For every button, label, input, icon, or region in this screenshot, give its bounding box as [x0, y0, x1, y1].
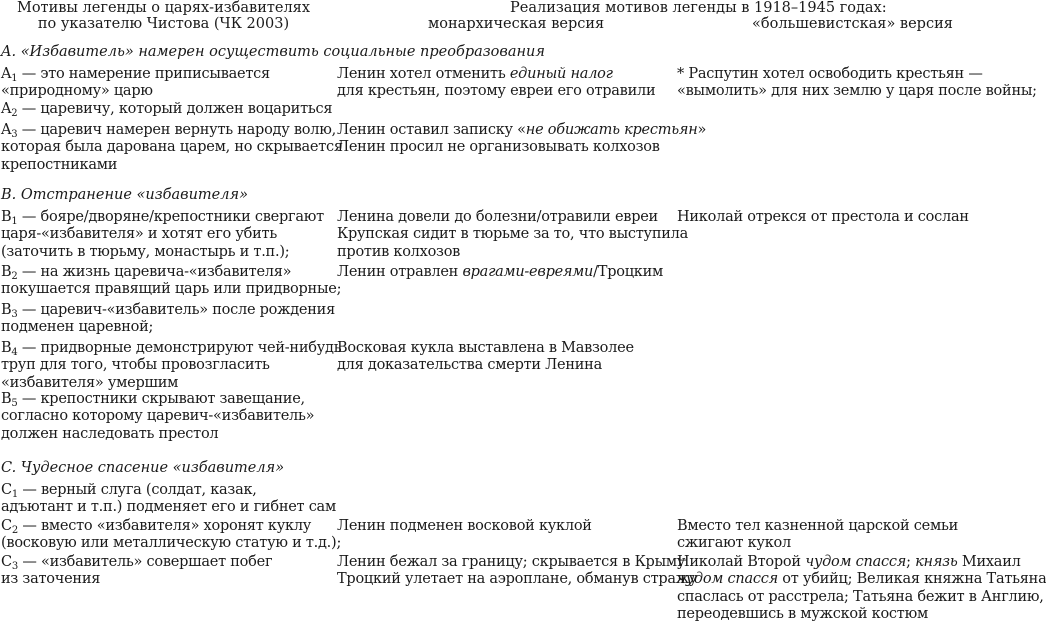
bolshevik-line: переодевшись в мужской костюм	[677, 605, 928, 622]
motif-text: — крепостники скрывают завещание,	[21, 391, 305, 407]
motif-cell	[1, 264, 342, 299]
motif-text: подменен царевной;	[1, 319, 154, 336]
monarchic-line: Ленина довели до болезни/отравили евреи	[337, 209, 658, 225]
motif-text: крепостниками	[1, 156, 118, 173]
motif-cell	[1, 122, 343, 174]
bolshevik-cell	[677, 209, 1000, 226]
monarchic-cell	[337, 518, 667, 535]
motif-cell	[1, 209, 326, 261]
monarchic-cell	[337, 209, 688, 261]
bolshevik-cell	[677, 66, 1037, 101]
motif-code: $B_4$	[1, 340, 18, 358]
motif-code: $B_5$	[1, 391, 18, 409]
section-title: C. Чудесное спасение «избавителя»	[1, 460, 285, 476]
monarchic-line: Восковая кукла выставлена в Мавзолее	[337, 340, 634, 356]
motif-code: $B_1$	[1, 209, 18, 227]
bolshevik-line: Николай отрекся от престола и сослан	[677, 209, 969, 225]
monarchic-cell	[337, 340, 667, 375]
bolshevik-line: «вымолить» для них землю у царя после войны;	[677, 83, 1037, 100]
monarchic-cell	[337, 554, 698, 589]
header-col-group: Реализация мотивов легенды в 1918–1945 годах:	[510, 0, 887, 16]
motif-cell	[1, 391, 326, 443]
monarchic-line: Крупская сидит в тюрьме за то, что выступила	[337, 226, 688, 243]
motif-text: согласно которому царевич-«избавитель»	[1, 408, 315, 425]
motif-text: «избавителя» умершим	[1, 374, 179, 391]
motif-code: $B_3$	[1, 302, 18, 320]
monarchic-line: для доказательства смерти Ленина	[337, 357, 602, 374]
motif-text: — придворные демонстрируют чей-нибудь	[21, 340, 342, 356]
header-col1	[1, 0, 326, 32]
motif-code: $C_3$	[1, 554, 18, 572]
motif-code: $A_2$	[1, 101, 18, 119]
motif-text: труп для того, чтобы провозгласить	[1, 357, 270, 374]
bolshevik-line: спаслась от расстрела; Татьяна бежит в Англию,	[677, 588, 1044, 605]
motif-text: «природному» царю	[1, 83, 153, 100]
motif-code: $C_1$	[1, 482, 18, 500]
monarchic-line: против колхозов	[337, 243, 461, 260]
motif-text: из заточения	[1, 571, 101, 588]
motif-cell	[1, 66, 326, 101]
motif-text: — вместо «избавителя» хоронят куклу	[22, 518, 312, 534]
motif-cell	[1, 554, 326, 589]
monarchic-line: Ленин бежал за границу; скрывается в Крыму	[337, 554, 686, 570]
motif-text: — на жизнь царевича-«избавителя»	[21, 264, 292, 280]
motif-code: $A_1$	[1, 66, 18, 84]
motif-cell	[1, 482, 336, 517]
motif-text: должен наследовать престол	[1, 425, 219, 442]
motif-cell	[1, 340, 342, 392]
motif-cell	[1, 302, 335, 337]
motif-text: царя-«избавителя» и хотят его убить	[1, 226, 277, 243]
monarchic-line: Ленин отравлен врагами-евреями/Троцким	[337, 264, 664, 280]
bolshevik-cell	[677, 518, 1000, 553]
motif-text: покушается правящий царь или придворные;	[1, 281, 342, 298]
monarchic-cell	[337, 66, 667, 101]
bolshevik-line: сжигают кукол	[677, 535, 791, 552]
bolshevik-line: Николай Второй чудом спасся; князь Михаил	[677, 554, 1021, 570]
bolshevik-line: Вместо тел казненной царской семьи	[677, 518, 959, 534]
section-title: B. Отстранение «избавителя»	[1, 187, 248, 203]
motif-text: — верный слуга (солдат, казак,	[22, 482, 257, 498]
monarchic-cell	[337, 264, 667, 281]
section-title: A. «Избавитель» намерен осуществить социальные преобразования	[1, 44, 545, 60]
motif-cell	[1, 518, 342, 553]
monarchic-line: Ленин подменен восковой куклой	[337, 518, 592, 534]
motif-code: $B_2$	[1, 264, 18, 282]
header-col1-line: Мотивы легенды о царях-избавителях	[16, 0, 311, 16]
header-col1-line: по указателю Чистова (ЧК 2003)	[37, 16, 290, 32]
motif-text: адъютант и т.п.) подменяет его и гибнет сам	[1, 499, 336, 516]
monarchic-line: Ленин оставил записку «не обижать крестьян»	[337, 122, 707, 138]
motif-text: (восковую или металлическую статую и т.д.);	[1, 535, 342, 552]
motif-text: — «избавитель» совершает побег	[22, 554, 273, 570]
monarchic-line: Ленин хотел отменить единый налог	[337, 66, 613, 82]
header-col2: монархическая версия	[428, 16, 605, 32]
motif-text: — бояре/дворяне/крепостники свергают	[21, 209, 324, 225]
monarchic-line: Ленин просил не организовывать колхозов	[337, 139, 660, 156]
motif-text: — царевич-«избавитель» после рождения	[21, 302, 335, 318]
bolshevik-cell	[677, 554, 1046, 623]
motif-code: $A_3$	[1, 122, 18, 140]
bolshevik-line: чудом спасся от убийц; Великая княжна Татьяна	[677, 571, 1046, 588]
motif-text: которая была дарована царем, но скрывается	[1, 139, 343, 156]
motif-text: (заточить в тюрьму, монастырь и т.п.);	[1, 243, 290, 260]
motif-text: — это намерение приписывается	[21, 66, 270, 82]
monarchic-line: для крестьян, поэтому евреи его отравили	[337, 83, 656, 100]
monarchic-line: Троцкий улетает на аэроплане, обманув стражу	[337, 571, 698, 588]
motif-cell	[1, 101, 333, 119]
motif-text: — царевич намерен вернуть народу волю,	[21, 122, 336, 138]
motif-text: — царевичу, который должен воцариться	[21, 101, 333, 117]
header-col3: «большевистская» версия	[752, 16, 953, 32]
bolshevik-line: * Распутин хотел освободить крестьян —	[677, 66, 983, 82]
monarchic-cell	[337, 122, 707, 157]
motif-code: $C_2$	[1, 518, 18, 536]
